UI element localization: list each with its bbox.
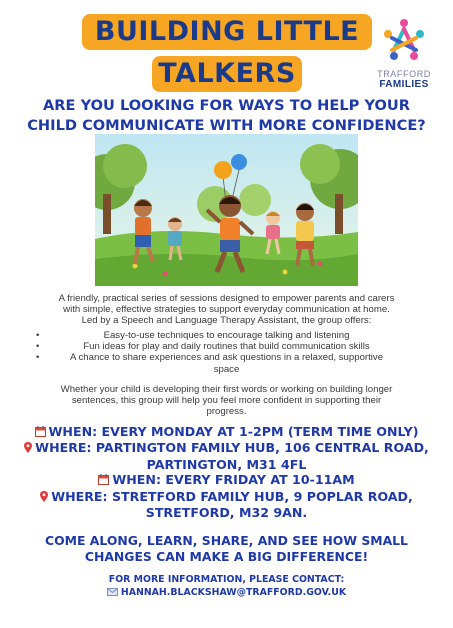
session-2-where-text: WHERE: STRETFORD FAMILY HUB, 9 POPLAR ROAD, bbox=[51, 488, 413, 504]
session-1-when bbox=[22, 424, 431, 440]
trafford-families-logo bbox=[368, 16, 440, 90]
list-item bbox=[22, 341, 431, 352]
list-item-text: A chance to share experiences and ask questions in a relaxed, supportive bbox=[69, 352, 384, 364]
benefits-list bbox=[22, 330, 431, 375]
bullet-marker: • bbox=[36, 330, 40, 341]
session-2-where bbox=[22, 489, 431, 505]
list-item-continuation bbox=[22, 364, 431, 375]
intro-text bbox=[22, 293, 431, 327]
session-2-where-line-2: STRETFORD, M32 9AN. bbox=[145, 505, 308, 521]
logo-text-families: FAMILIES bbox=[379, 79, 429, 90]
headline-line-2: CHILD COMMUNICATE WITH MORE CONFIDENCE? bbox=[27, 117, 426, 134]
session-1-where-text: WHERE: PARTINGTON FAMILY HUB, 106 CENTRAL ROAD, bbox=[35, 440, 429, 456]
closing-line-1: Whether your child is developing their first words or working on building longer bbox=[60, 384, 393, 395]
session-2-when-text: WHEN: EVERY FRIDAY AT 10-11AM bbox=[112, 472, 355, 488]
title-banner bbox=[82, 14, 372, 92]
list-item-text: Easy-to-use techniques to encourage talking and listening bbox=[103, 330, 350, 341]
people-circle-icon bbox=[380, 16, 428, 66]
list-item-text: space bbox=[213, 363, 240, 375]
bullet-marker: • bbox=[36, 352, 40, 364]
calendar-icon bbox=[98, 473, 109, 488]
call-to-action bbox=[22, 533, 431, 565]
headline bbox=[20, 96, 433, 136]
contact-info bbox=[22, 573, 431, 600]
session-1-where bbox=[22, 440, 431, 456]
location-pin-icon bbox=[40, 490, 48, 505]
session-details bbox=[22, 424, 431, 520]
closing-text bbox=[22, 384, 431, 418]
calendar-icon bbox=[35, 425, 46, 440]
contact-email-link[interactable]: HANNAH.BLACKSHAW@TRAFFORD.GOV.UK bbox=[120, 587, 347, 598]
session-1-where-line-2: PARTINGTON, M31 4FL bbox=[146, 456, 307, 472]
closing-line-2: sentences, this group will help you feel more confident in supporting their bbox=[71, 395, 382, 407]
children-playing-illustration bbox=[95, 134, 358, 286]
list-item-text: Fun ideas for play and daily routines that build communication skills bbox=[83, 341, 370, 353]
session-1-when-text: WHEN: EVERY MONDAY AT 1-2PM (TERM TIME ONLY) bbox=[48, 424, 419, 439]
list-item bbox=[22, 352, 431, 363]
intro-line-3: Led by a Speech and Language Therapy Assistant, the group offers: bbox=[81, 315, 372, 327]
closing-line-3: progress. bbox=[206, 406, 247, 418]
contact-label: FOR MORE INFORMATION, PLEASE CONTACT: bbox=[108, 574, 345, 585]
session-2-when bbox=[22, 472, 431, 488]
logo-text-trafford: TRAFFORD bbox=[377, 69, 431, 79]
title-line-1: BUILDING LITTLE bbox=[82, 14, 372, 50]
envelope-icon bbox=[107, 587, 118, 600]
contact-email-row bbox=[22, 586, 431, 600]
intro-line-2: with simple, effective strategies to support everyday communication at home. bbox=[63, 304, 390, 316]
list-item bbox=[22, 330, 431, 341]
headline-line-1: ARE YOU LOOKING FOR WAYS TO HELP YOUR bbox=[42, 97, 410, 114]
cta-line-2: CHANGES CAN MAKE A BIG DIFFERENCE! bbox=[84, 549, 369, 564]
cta-line-1: COME ALONG, LEARN, SHARE, AND SEE HOW SMALL bbox=[45, 533, 408, 548]
location-pin-icon bbox=[24, 441, 32, 456]
intro-line-1: A friendly, practical series of sessions designed to empower parents and carers bbox=[58, 293, 395, 304]
title-line-2: TALKERS bbox=[152, 56, 302, 92]
bullet-marker: • bbox=[36, 341, 40, 353]
